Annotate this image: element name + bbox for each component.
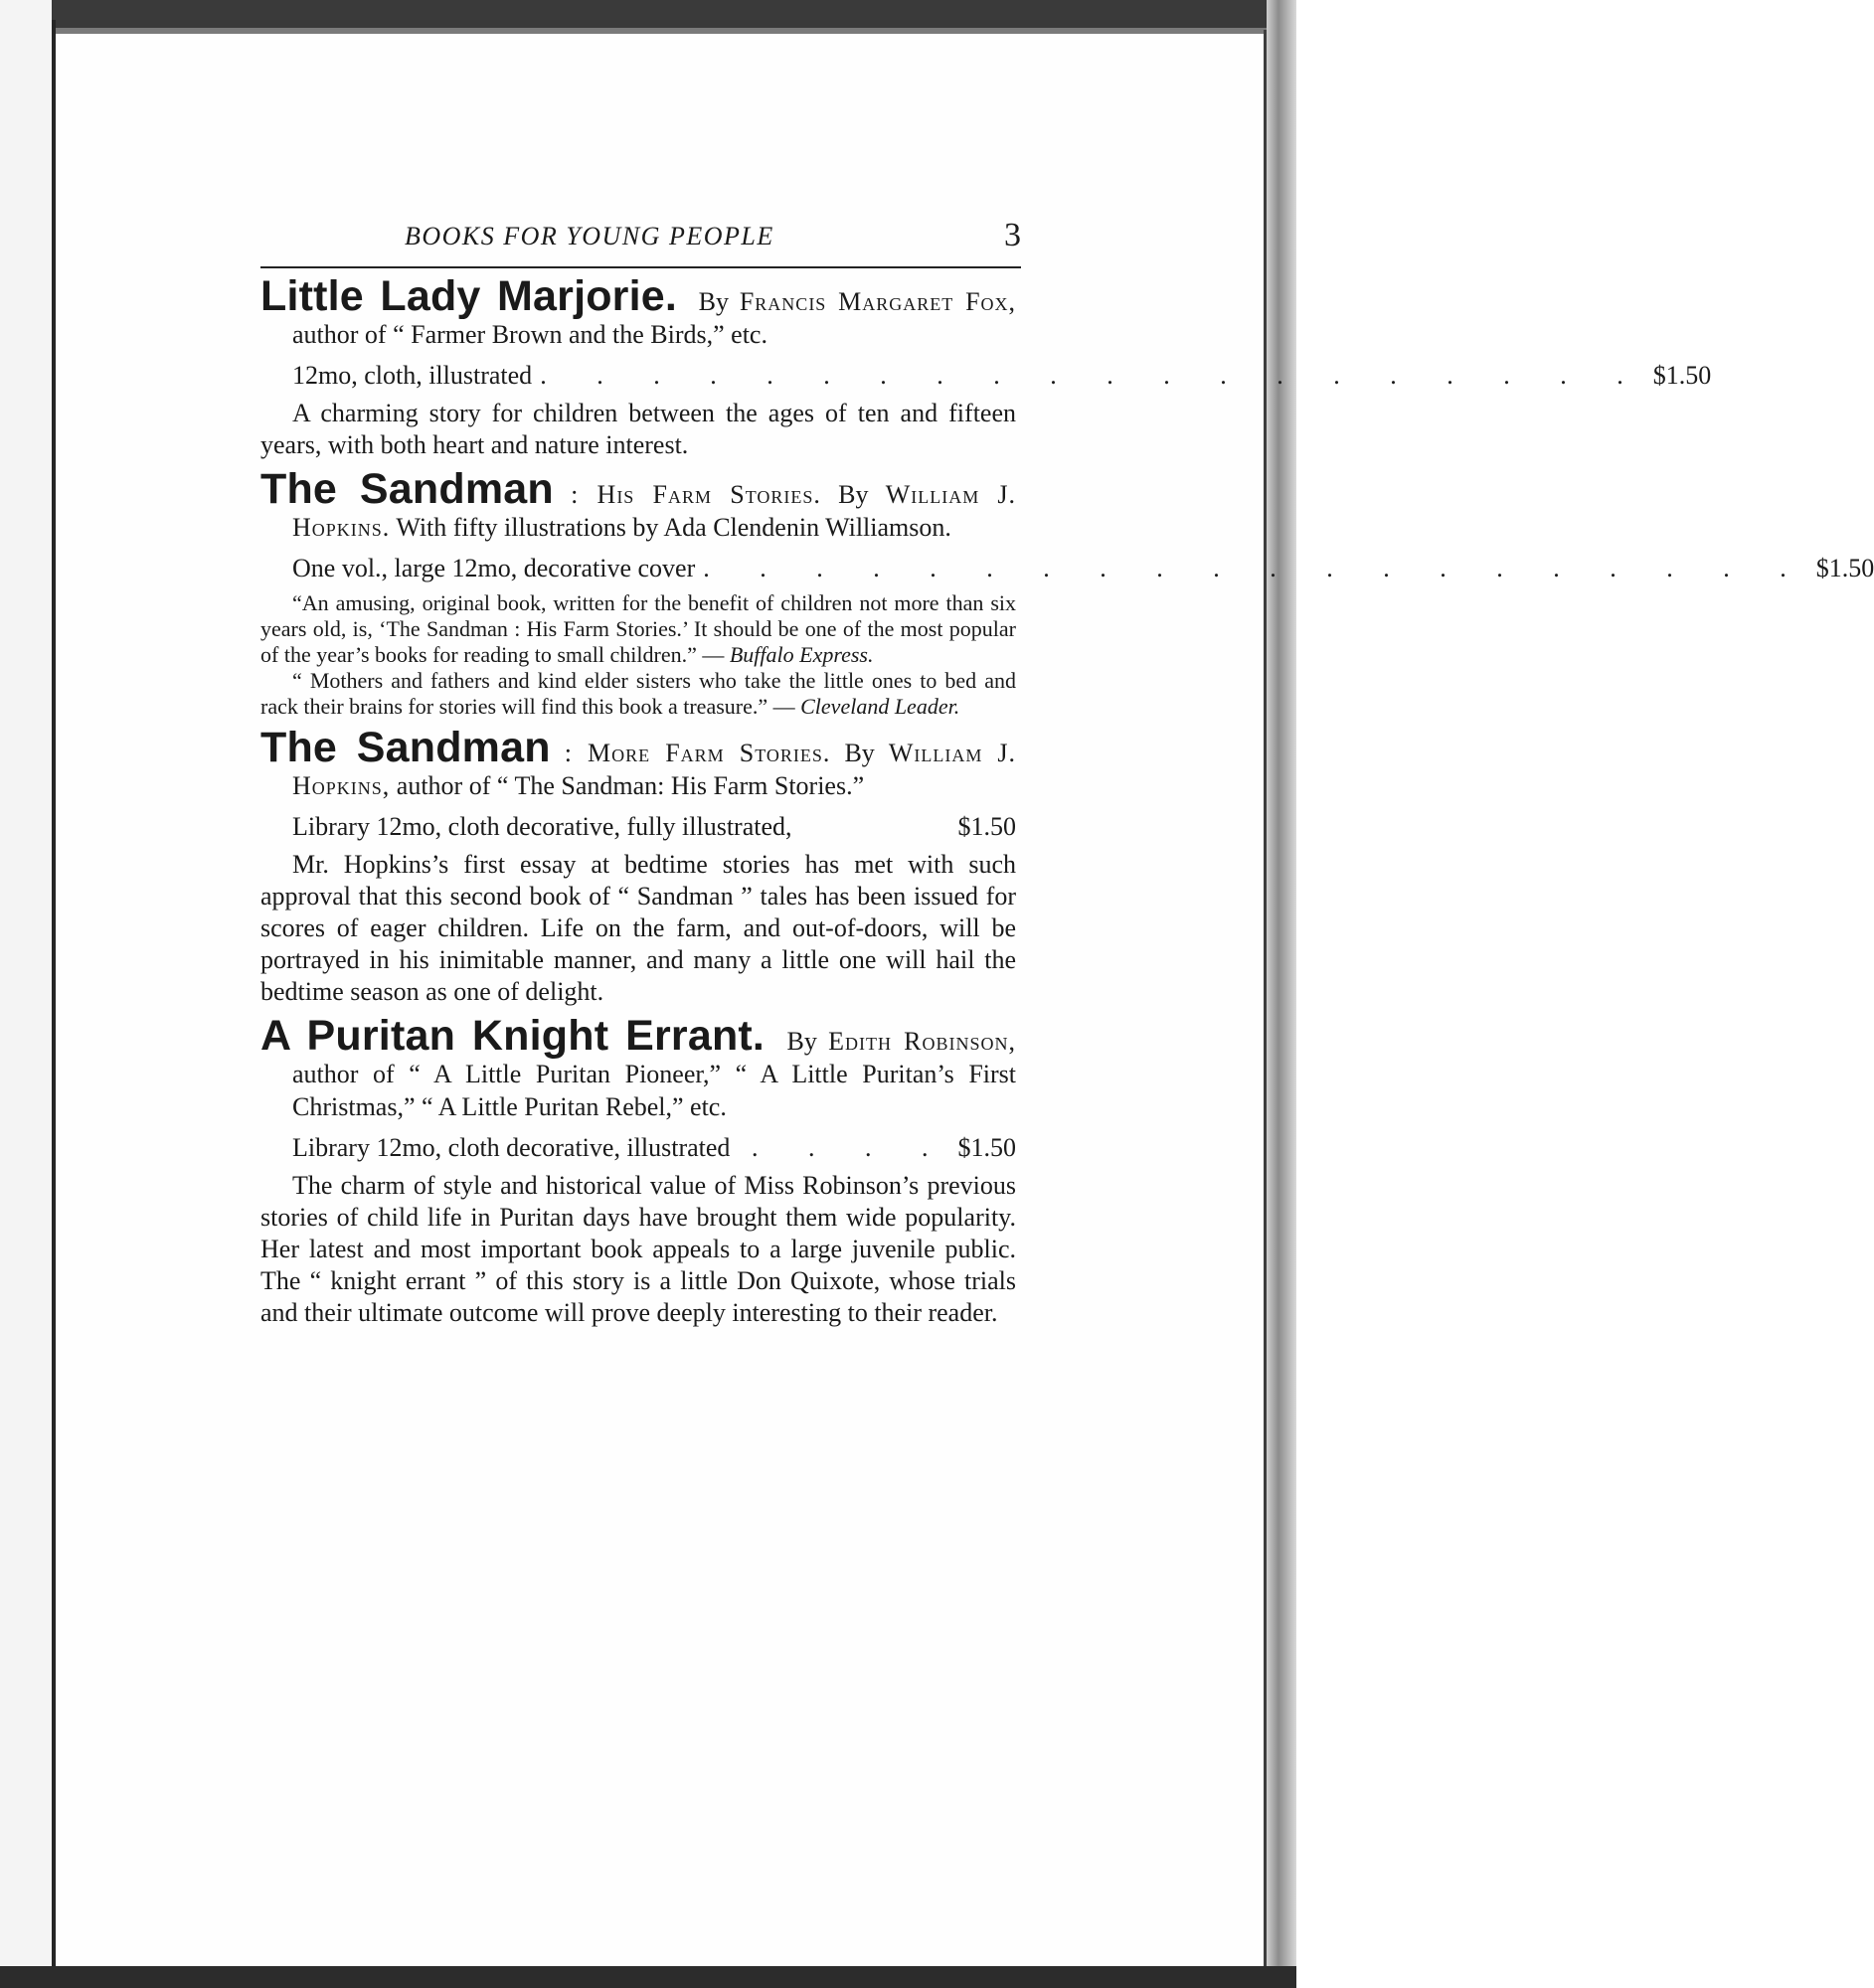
price: $1.50 [957, 1133, 1016, 1162]
author-name: Edith Robinson, [828, 1027, 1017, 1056]
book-description: A charming story for children between the ages of ten and fifteen years, with both heart and nature interest. [260, 399, 1016, 459]
page-number: 3 [1004, 217, 1021, 253]
book-description: The charm of style and historical value of Miss Robinson’s previous stories of child life in Puritan days have brought them wide popularity. Her latest and most important book appeals to a large juvenile public. The “ knight errant ” of this story is a little Don Quixote, whose trials and their ultimate outcome will prove deeply interesting to their reader. [260, 1171, 1016, 1327]
book-title: Little Lady Marjorie. [260, 272, 678, 320]
by-word: By [838, 480, 869, 509]
format-price-line [260, 810, 1016, 843]
byline-text: author of “ Farmer Brown and the Birds,” etc. [292, 320, 767, 349]
by-word: By [698, 287, 730, 316]
dot-leader [792, 810, 958, 843]
price: $1.50 [957, 812, 1016, 841]
book-entry [260, 465, 1874, 720]
format-text: Library 12mo, cloth decorative, illustrated [292, 1133, 731, 1162]
book-entry [260, 272, 1712, 461]
book-description: Mr. Hopkins’s first essay at bedtime stories has met with such approval that this second book of “ Sandman ” tales has been issued for scores of eager children. Life on the farm, and out-of-doors, will be portrayed in his inimitable manner, and many a little one will hail the bedtime season as one of delight. [260, 850, 1016, 1006]
book-entry [260, 724, 1017, 1008]
book-title: A Puritan Knight Errant. [260, 1012, 766, 1060]
dot-leader: . . . . . . . . . . . . . . . . . . . . [703, 554, 1808, 582]
quote-text: “An amusing, original book, written for the benefit of children not more than six years old, is, ‘The Sandman : His Farm Stories.’ It should be one of the most popular of the year’s books for reading to small children.” — [260, 590, 1016, 667]
quote-text: “ Mothers and fathers and kind elder sisters who take the little ones to bed and rack their brains for stories will find this book a treasure.” — [260, 668, 1016, 719]
entry-heading [260, 272, 1017, 351]
entry-heading [260, 1012, 1017, 1123]
running-head [260, 215, 1021, 268]
book-entry [260, 1012, 1017, 1329]
format-text: 12mo, cloth, illustrated [292, 361, 533, 390]
scan-right-edge [1267, 0, 1296, 1988]
catalog-content [260, 272, 1874, 1341]
entry-heading [260, 724, 1017, 802]
dot-leader: . . . . [752, 1133, 950, 1162]
byline-text: author of “ The Sandman: His Farm Stories.” [396, 771, 865, 800]
author-name: William J. Hopkins, [292, 739, 1017, 800]
format-price-line [260, 1131, 1016, 1164]
byline-text: With fifty illustrations by Ada Clendenin Williamson. [396, 513, 951, 542]
by-word: By [786, 1027, 817, 1056]
book-subtitle: : More Farm Stories. [564, 739, 831, 767]
author-name: William J. Hopkins. [292, 480, 1017, 542]
author-name: Francis Margaret Fox, [739, 287, 1017, 316]
by-word: By [844, 739, 875, 767]
scan-top-edge [0, 0, 1296, 34]
book-title: The Sandman [260, 724, 551, 771]
price: $1.50 [1815, 554, 1874, 582]
format-price-line [260, 552, 1874, 584]
entry-heading [260, 465, 1017, 544]
format-price-line [260, 359, 1712, 392]
running-title: BOOKS FOR YOUNG PEOPLE [405, 222, 774, 250]
format-text: One vol., large 12mo, decorative cover [292, 554, 696, 582]
scan-bottom-edge [0, 1966, 1296, 1988]
quote-source: Cleveland Leader. [800, 694, 960, 719]
byline-text: author of “ A Little Puritan Pioneer,” “ A Little Puritan’s First Christmas,” “ A Little Puritan Rebel,” etc. [292, 1060, 1016, 1121]
review-quote [260, 668, 1016, 720]
format-text: Library 12mo, cloth decorative, fully illustrated, [292, 812, 792, 841]
book-title: The Sandman [260, 465, 554, 513]
book-subtitle: : His Farm Stories. [571, 480, 821, 509]
review-quote [260, 590, 1016, 668]
price: $1.50 [1652, 361, 1712, 390]
quote-source: Buffalo Express. [729, 642, 874, 667]
scan-left-margin [0, 0, 52, 1988]
dot-leader: . . . . . . . . . . . . . . . . . . . . [540, 361, 1645, 390]
